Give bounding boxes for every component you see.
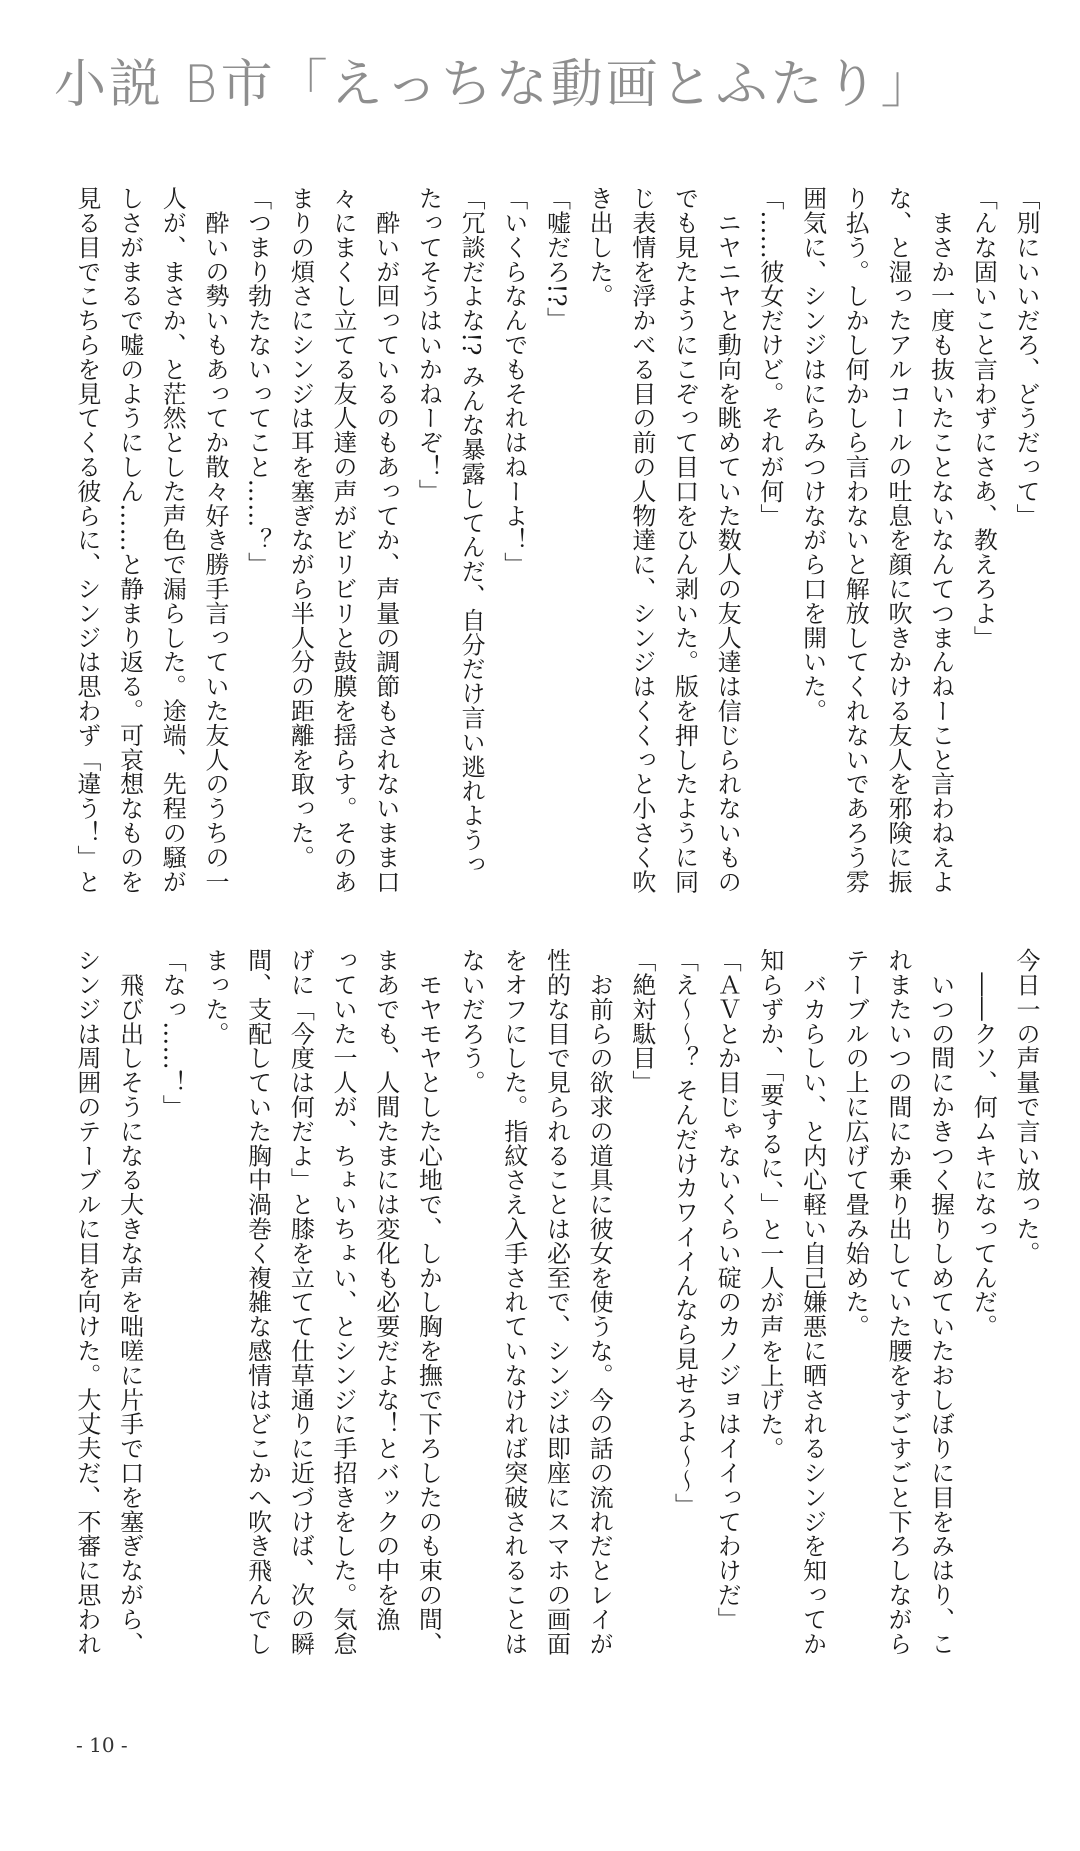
text-line: 見る目でこちらを見てくる彼らに、シンジは思わず「違う！」と xyxy=(72,186,101,894)
text-line: 「え～～？ そんだけカワイイんなら見せろよ～～」 xyxy=(670,948,699,1518)
text-line: 「冗談だよな!? みんな暴露してんだ、自分だけ言い逃れようっ xyxy=(457,186,486,877)
text-line: お前らの欲求の道具に彼女を使うな。今の話の流れだとレイが xyxy=(585,948,614,1656)
text-line: 「いくらなんでもそれはねーよ！」 xyxy=(499,186,528,577)
text-line: 「絶対駄目」 xyxy=(627,948,656,1095)
text-line: たってそうはいかねーぞ！」 xyxy=(414,186,443,504)
text-line: っていた一人が、ちょいちょい、とシンジに手招きをした。気怠 xyxy=(329,948,357,1656)
text-line: モヤモヤとした心地で、しかし胸を撫で下ろしたのも束の間、 xyxy=(414,948,443,1656)
text-line: 飛び出しそうになる大きな声を咄嗟に片手で口を塞ぎながら、 xyxy=(115,948,144,1656)
text-line: いつの間にかきつく握りしめていたおしぼりに目をみはり、こ xyxy=(926,948,955,1656)
text-line: 「なっ……！」 xyxy=(158,948,187,1119)
text-line: まった。 xyxy=(200,948,229,1046)
text-line: 酔いが回っているのもあってか、声量の調節もされないまま口 xyxy=(371,186,400,894)
text-line: ニヤニヤと動向を眺めていた数人の友人達は信じられないもの xyxy=(713,186,742,894)
text-line: れまたいつの間にか乗り出していた腰をすごすごと下ろしながら xyxy=(883,948,912,1656)
text-line: 「別にいいだろ、どうだって」 xyxy=(1012,186,1040,528)
text-line: バカらしい、と内心軽い自己嫌悪に晒されるシンジを知ってか xyxy=(798,948,827,1656)
text-line: まあでも、人間たまには変化も必要だよな！とバックの中を漁 xyxy=(371,948,400,1632)
text-line: な、と湿ったアルコールの吐息を顔に吹きかける友人を邪険に振 xyxy=(883,186,912,894)
text-line: シンジは周囲のテーブルに目を向けた。大丈夫だ、不審に思われ xyxy=(72,948,101,1656)
text-line: 酔いの勢いもあってか散々好き勝手言っていた友人のうちの一 xyxy=(200,186,229,894)
text-line: 「んな固いこと言わずにさあ、教えろよ」 xyxy=(969,186,998,650)
page-title: 小説 B市「えっちな動画とふたり」 xyxy=(54,55,936,115)
text-line: まさか一度も抜いたことないなんてつまんねーこと言わねえよ xyxy=(926,186,955,894)
text-line: 「……彼女だけど。それが何」 xyxy=(755,186,784,528)
text-line: ――クソ、何ムキになってんだ。 xyxy=(969,948,998,1339)
text-line: 「ＡＶとか目じゃないくらい碇のカノジョはイイってわけだ」 xyxy=(713,948,742,1632)
text-line: でも見たようにこぞって目口をひん剥いた。版を押したように同 xyxy=(670,186,699,894)
text-line: 「つまり勃たないってこと……？」 xyxy=(243,186,272,577)
text-line: 性的な目で見られることは必至で、シンジは即座にスマホの画面 xyxy=(542,948,571,1656)
text-line: をオフにした。指紋さえ入手されていなければ突破されることは xyxy=(499,948,528,1656)
text-line: ないだろう。 xyxy=(457,948,486,1095)
text-line: 人が、まさか、と茫然とした声色で漏らした。途端、先程の騒が xyxy=(158,186,187,894)
lower-text-block xyxy=(65,948,1047,1658)
text-line: 々にまくし立てる友人達の声がビリビリと鼓膜を揺らす。そのあ xyxy=(329,186,357,894)
text-line: じ表情を浮かべる目の前の人物達に、シンジはくくっと小さく吹 xyxy=(627,186,656,894)
text-line: 今日一の声量で言い放った。 xyxy=(1012,948,1040,1266)
text-line: まりの煩さにシンジは耳を塞ぎながら半人分の距離を取った。 xyxy=(286,186,315,870)
text-line: 囲気に、シンジはにらみつけながら口を開いた。 xyxy=(798,186,827,723)
text-line: げに「今度は何だよ」と膝を立てて仕草通りに近づけば、次の瞬 xyxy=(286,948,315,1656)
upper-text-block xyxy=(65,186,1047,896)
text-line: き出した。 xyxy=(585,186,614,308)
text-line: 間、支配していた胸中渦巻く複雑な感情はどこかへ吹き飛んでし xyxy=(243,948,272,1656)
page-number: - 10 - xyxy=(76,1733,128,1757)
text-line: しさがまるで嘘のようにしん……と静まり返る。可哀想なものを xyxy=(115,186,144,894)
text-line: 「嘘だろ!?」 xyxy=(542,186,571,332)
text-line: り払う。しかし何かしら言わないと解放してくれないであろう雰 xyxy=(841,186,870,894)
text-line: テーブルの上に広げて畳み始めた。 xyxy=(841,948,870,1339)
text-line: 知らずか、「要するに、」と一人が声を上げた。 xyxy=(755,948,784,1461)
